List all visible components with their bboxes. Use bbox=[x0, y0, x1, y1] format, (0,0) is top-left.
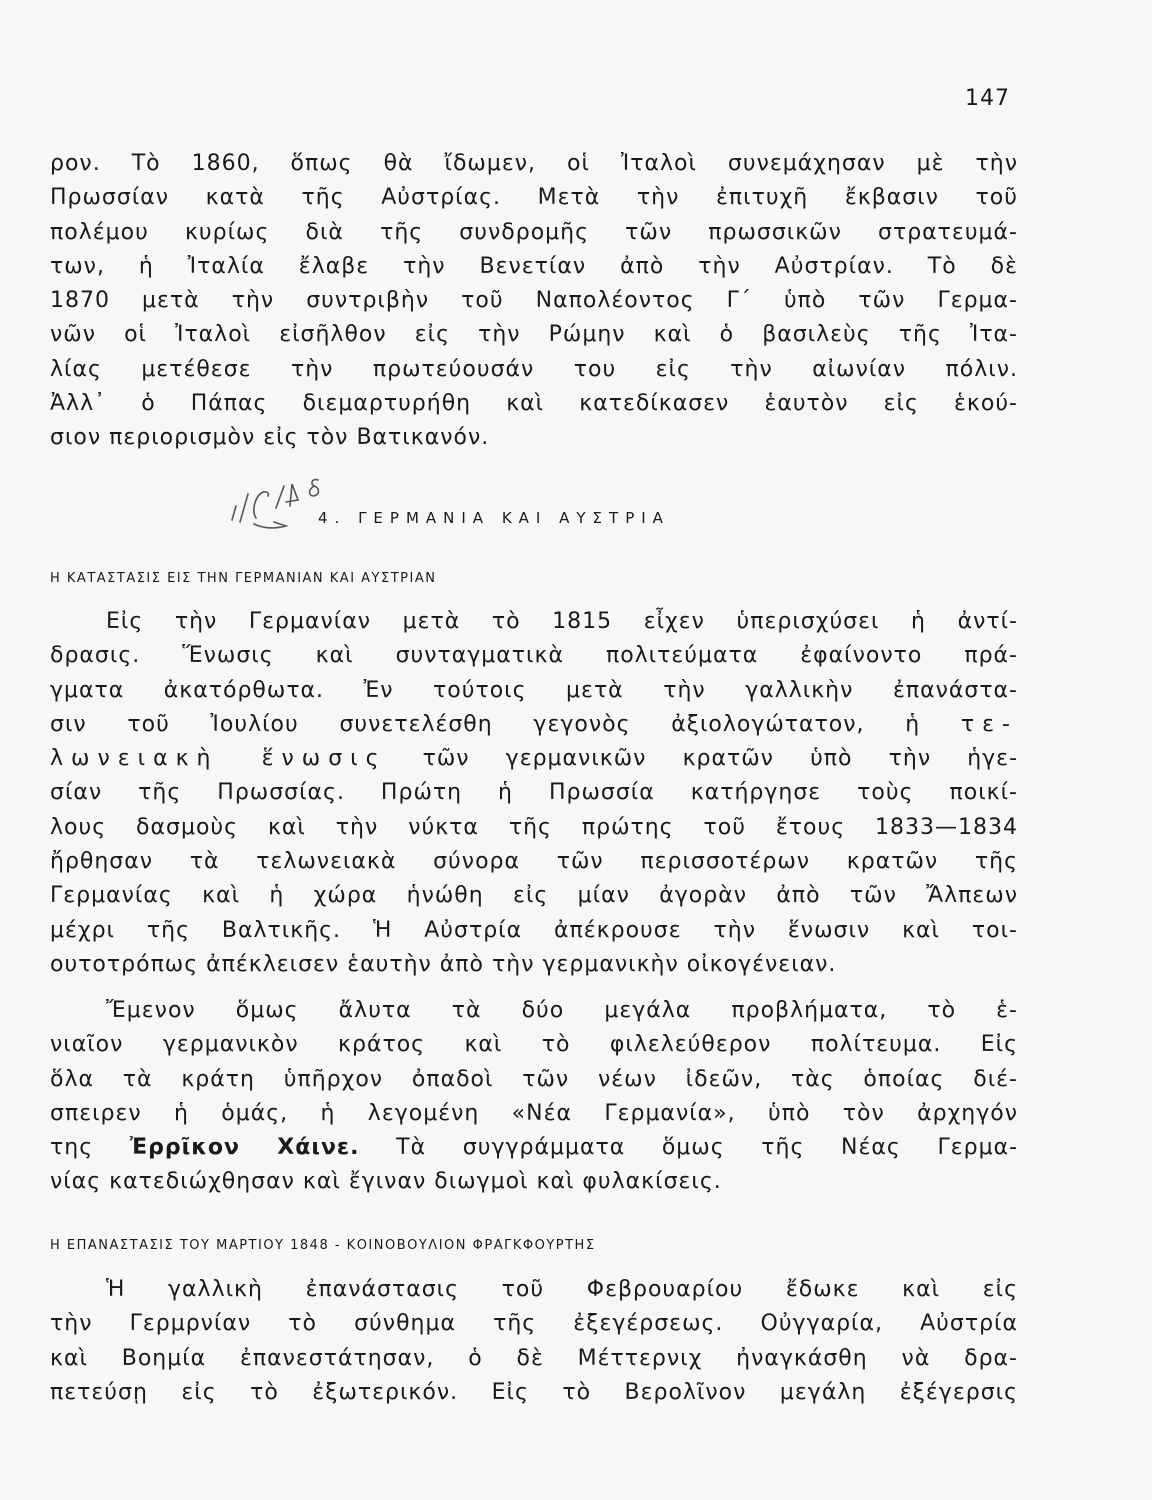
text-line bbox=[50, 708, 1018, 742]
text-segment: τῶν γερμανικῶν κρατῶν ὑπὸ τὴν ἡγε- bbox=[386, 746, 1019, 772]
text-line: γματα ἀκατόρθωτα. Ἐν τούτοις μετὰ τὴν γαλλικὴν ἐπανάστα- bbox=[50, 677, 1018, 703]
bold-name: Ἐρρῖκον Χάινε. bbox=[129, 1135, 360, 1161]
emphasized-text: τε- bbox=[960, 711, 1018, 737]
text-line: λίας μετέθεσε τὴν πρωτεύουσάν του εἰς τὴν αἰωνίαν πόλιν. bbox=[50, 356, 1018, 382]
text-line bbox=[50, 742, 1018, 776]
section-heading-revolution-1848: Η ΕΠΑΝΑΣΤΑΣΙΣ ΤΟΥ ΜΑΡΤΙΟΥ 1848 - ΚΟΙΝΟΒΟΥΛΙΟΝ ΦΡΑΓΚΦΟΥΡΤΗΣ bbox=[50, 1238, 596, 1253]
text-line: πολέμου κυρίως διὰ τῆς συνδρομῆς τῶν πρωσσικῶν στρατευμά- bbox=[50, 219, 1018, 245]
text-line: των, ἡ Ἰταλία ἔλαβε τὴν Βενετίαν ἀπὸ τὴν Αὐστρίαν. Τὸ δὲ bbox=[50, 253, 1018, 279]
text-line: Ἡ γαλλικὴ ἐπανάστασις τοῦ Φεβρουαρίου ἔδωκε καὶ εἰς bbox=[106, 1277, 1018, 1302]
emphasized-text: λωνειακὴ ἕνωσις bbox=[50, 746, 387, 772]
text-line: τὴν Γερμρνίαν τὸ σύνθημα τῆς ἐξεγέρσεως. Οὐγγαρία, Αὐστρία bbox=[50, 1311, 1018, 1337]
text-segment: Τὰ συγγράμματα ὅμως τῆς Νέας Γερμα- bbox=[359, 1135, 1019, 1161]
handwritten-annotation bbox=[226, 472, 336, 542]
text-line: ρον. Τὸ 1860, ὅπως θὰ ἴδωμεν, οἱ Ἰταλοὶ συνεμάχησαν μὲ τὴν bbox=[50, 151, 1018, 176]
text-line: σίαν τῆς Πρωσσίας. Πρώτη ἡ Πρωσσία κατήργησε τοὺς ποικί- bbox=[50, 780, 1018, 806]
text-line: Ἀλλ᾽ ὁ Πάπας διεμαρτυρήθη καὶ κατεδίκασεν ἑαυτὸν εἰς ἑκού- bbox=[50, 391, 1018, 417]
paragraph-young-germany bbox=[50, 994, 1018, 1200]
text-line: ουτοτρόπως ἀπέκλεισεν ἑαυτὴν ἀπὸ τὴν γερμανικὴν οἰκογένειαν. bbox=[50, 951, 837, 977]
text-line: ἤρθησαν τὰ τελωνειακὰ σύνορα τῶν περισσοτέρων κρατῶν τῆς bbox=[50, 849, 1018, 875]
text-line: ὅλα τὰ κράτη ὑπῆρχον ὀπαδοὶ τῶν νέων ἰδεῶν, τὰς ὁποίας διέ- bbox=[50, 1066, 1018, 1092]
text-line: Πρωσσίαν κατὰ τῆς Αὐστρίας. Μετὰ τὴν ἐπιτυχῆ ἔκβασιν τοῦ bbox=[50, 185, 1018, 211]
text-line: νίας κατεδιώχθησαν καὶ ἔγιναν διωγμοὶ καὶ φυλακίσεις. bbox=[50, 1169, 722, 1195]
text-line: λους δασμοὺς καὶ τὴν νύκτα τῆς πρώτης τοῦ ἔτους 1833—1834 bbox=[50, 814, 1018, 840]
handwritten-note-text: 16/1/48 bbox=[226, 540, 230, 541]
section-heading-germany-austria: Η ΚΑΤΑΣΤΑΣΙΣ ΕΙΣ ΤΗΝ ΓΕΡΜΑΝΙΑΝ ΚΑΙ ΑΥΣΤΡΙΑΝ bbox=[50, 571, 437, 586]
text-line: νῶν οἱ Ἰταλοὶ εἰσῆλθον εἰς τὴν Ρώμην καὶ ὁ βασιλεὺς τῆς Ἰτα- bbox=[50, 322, 1018, 348]
text-line: Εἰς τὴν Γερμανίαν μετὰ τὸ 1815 εἶχεν ὑπερισχύσει ἡ ἀντί- bbox=[106, 609, 1018, 634]
text-line: νιαῖον γερμανικὸν κράτος καὶ τὸ φιλελεύθερον πολίτευμα. Εἰς bbox=[50, 1032, 1018, 1058]
paragraph-italy bbox=[50, 147, 1018, 456]
text-line: καὶ Βοημία ἐπανεστάτησαν, ὁ δὲ Μέττερνιχ ἠναγκάσθη νὰ δρα- bbox=[50, 1345, 1018, 1371]
text-line: Γερμανίας καὶ ἡ χώρα ἡνώθη εἰς μίαν ἀγορὰν ἀπὸ τῶν Ἄλπεων bbox=[50, 883, 1018, 909]
text-line: σιον περιορισμὸν εἰς τὸν Βατικανόν. bbox=[50, 425, 490, 451]
text-line: σπειρεν ἡ ὁμάς, ἡ λεγομένη «Νέα Γερμανία», ὑπὸ τὸν ἀρχηγόν bbox=[50, 1100, 1018, 1126]
text-line: 1870 μετὰ τὴν συντριβὴν τοῦ Ναπολέοντος Γ΄ ὑπὸ τῶν Γερμα- bbox=[50, 288, 1018, 314]
text-segment: σιν τοῦ Ἰουλίου συνετελέσθη γεγονὸς ἀξιολογώτατον, ἡ bbox=[50, 711, 961, 737]
text-segment: της bbox=[50, 1135, 130, 1161]
text-line bbox=[50, 1131, 1018, 1165]
text-line: δρασις. Ἕνωσις καὶ συνταγματικὰ πολιτεύματα ἐφαίνοντο πρά- bbox=[50, 643, 1018, 669]
text-line: πετεύσῃ εἰς τὸ ἐξωτερικόν. Εἰς τὸ Βερολῖνον μεγάλη ἐξέγερσις bbox=[50, 1379, 1018, 1405]
chapter-heading: 4. ΓΕΡΜΑΝΙΑ ΚΑΙ ΑΥΣΤΡΙΑ bbox=[318, 509, 670, 527]
text-line: μέχρι τῆς Βαλτικῆς. Ἡ Αὐστρία ἀπέκρουσε τὴν ἕνωσιν καὶ τοι- bbox=[50, 917, 1018, 943]
page-number: 147 bbox=[965, 86, 1010, 111]
paragraph-customs-union bbox=[50, 605, 1018, 982]
paragraph-revolution bbox=[50, 1273, 1018, 1410]
text-line: Ἔμενον ὅμως ἄλυτα τὰ δύο μεγάλα προβλήματα, τὸ ἑ- bbox=[106, 998, 1018, 1023]
